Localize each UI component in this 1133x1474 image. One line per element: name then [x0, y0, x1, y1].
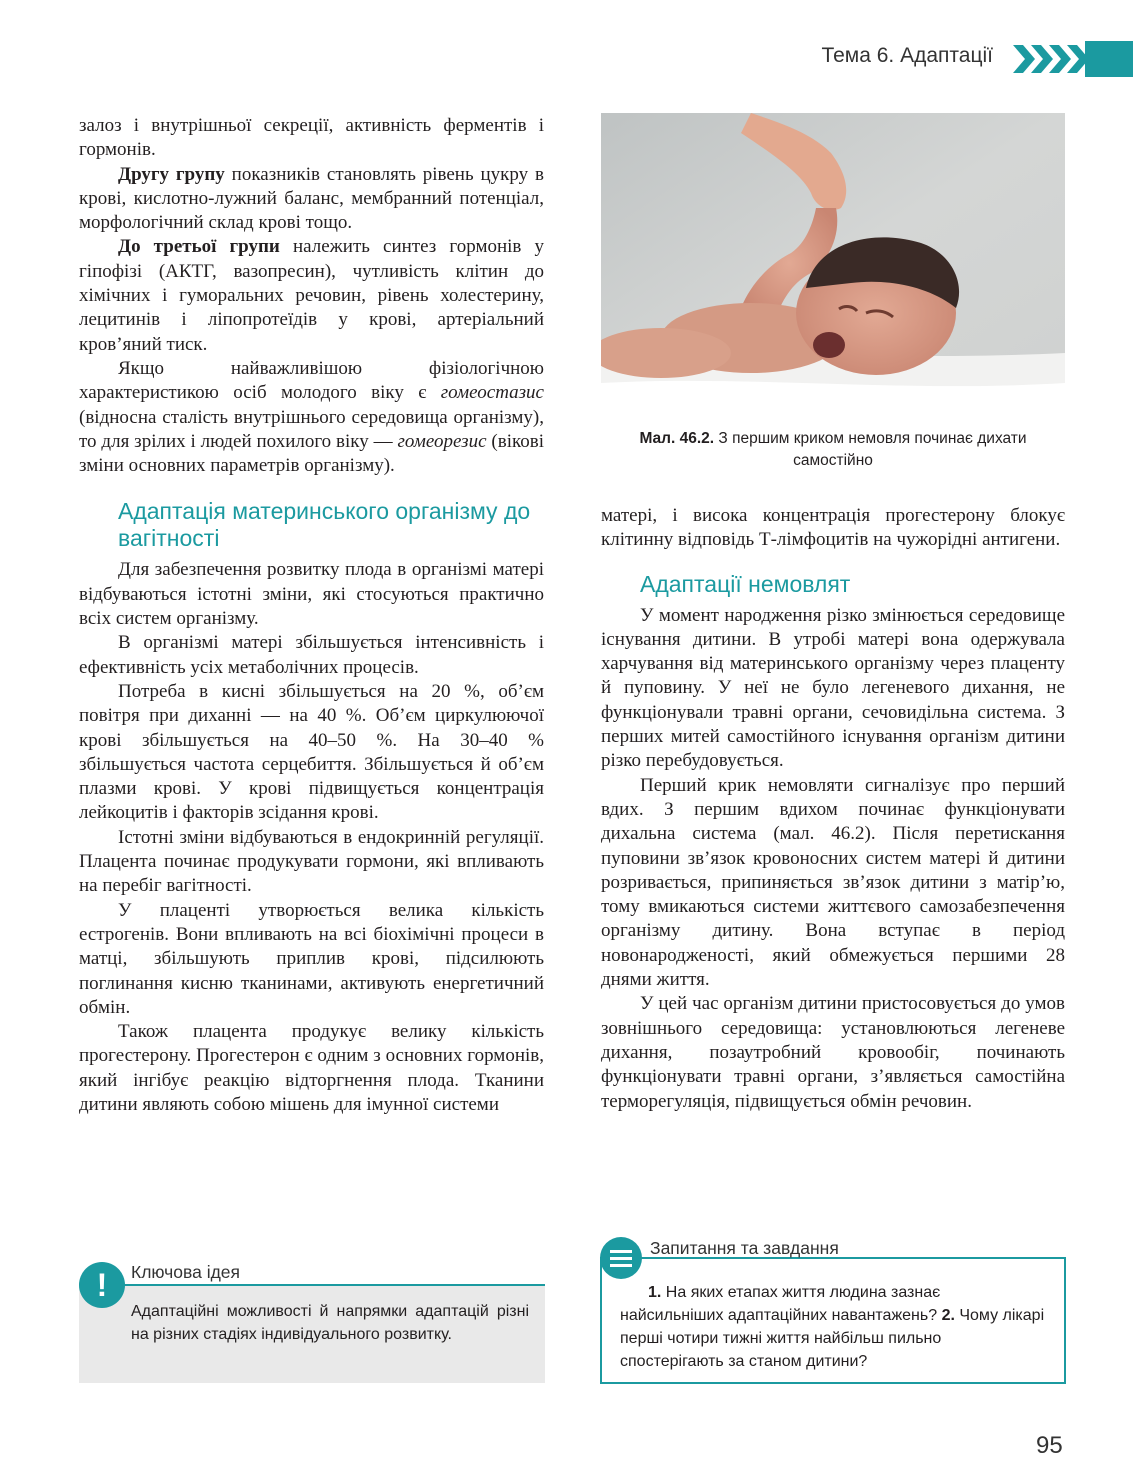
paragraph-text: Якщо найважливішою фізіологічною характеристикою осіб молодого віку є — [79, 357, 544, 404]
figure-caption-text: З першим криком немовля починає дихати самостійно — [714, 430, 1027, 469]
running-header: Тема 6. Адаптації — [821, 44, 993, 67]
paragraph — [79, 357, 544, 478]
italic-term: гомеорезис — [397, 430, 487, 452]
paragraph: У момент народження різко змінюється середовище існування дитини. В утробі матері вона одержувала харчування від материнського організму через плаценту й пуповину. У неї не було легеневого дихання, не функціонували травні органи, сечовидільна система. З перших митей самостійного існування організм дитини різко перебудовується. — [601, 604, 1065, 772]
newborn-photo — [601, 113, 1065, 417]
question-text: Чому лікарі перші чотири тижні життя найбільш пильно спостерігають за станом дитини? — [620, 1307, 1045, 1370]
bold-term: Другу групу — [118, 163, 225, 185]
exclamation-icon: ! — [79, 1262, 125, 1308]
paragraph-text: показників становлять рівень цукру в крові, кислотно-лужний баланс, мембранний потенціал, морфологічний склад крові тощо. — [79, 163, 544, 234]
key-idea-title: Ключова ідея — [131, 1262, 240, 1282]
questions-text — [620, 1281, 1046, 1373]
paragraph: залоз і внутрішньої секреції, активність ферментів і гормонів. — [79, 115, 544, 161]
bold-term: До третьої групи — [118, 236, 280, 258]
key-idea-divider — [112, 1284, 545, 1286]
key-idea-text: Адаптаційні можливості й напрямки адаптацій різні на різних стадіях індивідуального розвитку. — [131, 1303, 529, 1343]
chevrons-icon — [1013, 41, 1133, 77]
paragraph: матері, і висока концентрація прогестерону блокує клітинну відповідь Т-лімфоцитів на чужорідні антигени. — [601, 505, 1065, 551]
section-heading: Адаптація материнського організму до вагітності — [118, 498, 531, 552]
question-number: 2. — [941, 1307, 955, 1324]
question-number: 1. — [648, 1284, 662, 1301]
paragraph: Для забезпечення розвитку плода в організмі матері відбуваються істотні зміни, які стосуються практично всіх систем організму. — [79, 559, 544, 630]
paragraph: В організмі матері збільшується інтенсивність і ефективність усіх метаболічних процесів. — [79, 632, 544, 678]
paragraph — [79, 163, 544, 236]
left-column — [79, 114, 544, 1117]
page-number: 95 — [1036, 1432, 1063, 1459]
questions-title: Запитання та завдання — [650, 1238, 839, 1258]
key-idea-box — [79, 1262, 545, 1383]
paragraph — [79, 235, 544, 356]
paragraph: Потреба в кисні збільшується на 20 %, об’єм повітря при диханні — на 40 %. Об’єм циркулюючої крові збільшується на 40–50 %. На 30–40 % збільшується частота серцебиття. Збільшується й об’єм плазми крові. У крові підвищується концентрація лейкоцитів і факторів зсідання крові. — [79, 680, 544, 824]
paragraph: Також плацента продукує велику кількість прогестерону. Прогестерон є одним з основних гормонів, який інгібує реакцію відторгнення плода. Тканини дитини являють собою мішень для імунної системи — [79, 1021, 544, 1115]
right-column — [601, 504, 1065, 1114]
paragraph: У плаценті утворюється велика кількість естрогенів. Вони впливають на всі біохімічні процеси в матці, збільшують приплив крові, підсилюють поглинання кисню тканинами, активують енергетичний обмін. — [79, 899, 544, 1018]
paragraph-text: (відносна сталість внутрішнього середовища організму), то для зрілих і людей похилого віку — — [79, 406, 544, 452]
figure-label: Мал. 46.2. — [639, 430, 715, 447]
paragraph-text: (вікові зміни основних параметрів організму). — [79, 430, 544, 477]
italic-term: гомеостазис — [440, 382, 544, 404]
paragraph: У цей час організм дитини пристосовується до умов зовнішнього середовища: установлюються легеневе дихання, позаутробний кровообіг, починають функціонувати травні органи, з’являється самостійна терморегуляція, підвищується обмін речовин. — [601, 993, 1065, 1112]
questions-box — [600, 1237, 1066, 1384]
list-icon — [600, 1237, 642, 1279]
section-heading: Адаптації немовлят — [640, 570, 851, 597]
question-text: На яких етапах життя людина зазнає найсильніших адаптаційних навантажень? — [620, 1284, 942, 1324]
paragraph: Перший крик немовляти сигналізує про перший вдих. З першим вдихом починає функціонувати дихальна система (мал. 46.2). Після перетискання пуповини зв’язок кровоносних систем матері й дитини розривається, припиняється зв’язок дитини з матір’ю, тому вмикаються системи життєвого самозабезпечення організму дитину. Вона вступає в період новонародженості, який обмежується першими 28 днями життя. — [601, 774, 1065, 991]
paragraph-text: належить синтез гормонів у гіпофізі (АКТГ, вазопресин), чутливість клітин до хімічних і гуморальних речовин, рівень холестерину, лецитинів і ліпопротеїдів у крові, артеріальний кров’яний тиск. — [79, 236, 544, 355]
figure-caption — [601, 428, 1065, 472]
paragraph: Істотні зміни відбуваються в ендокринній регуляції. Плацента починає продукувати гормони, які впливають на перебіг вагітності. — [79, 826, 544, 897]
